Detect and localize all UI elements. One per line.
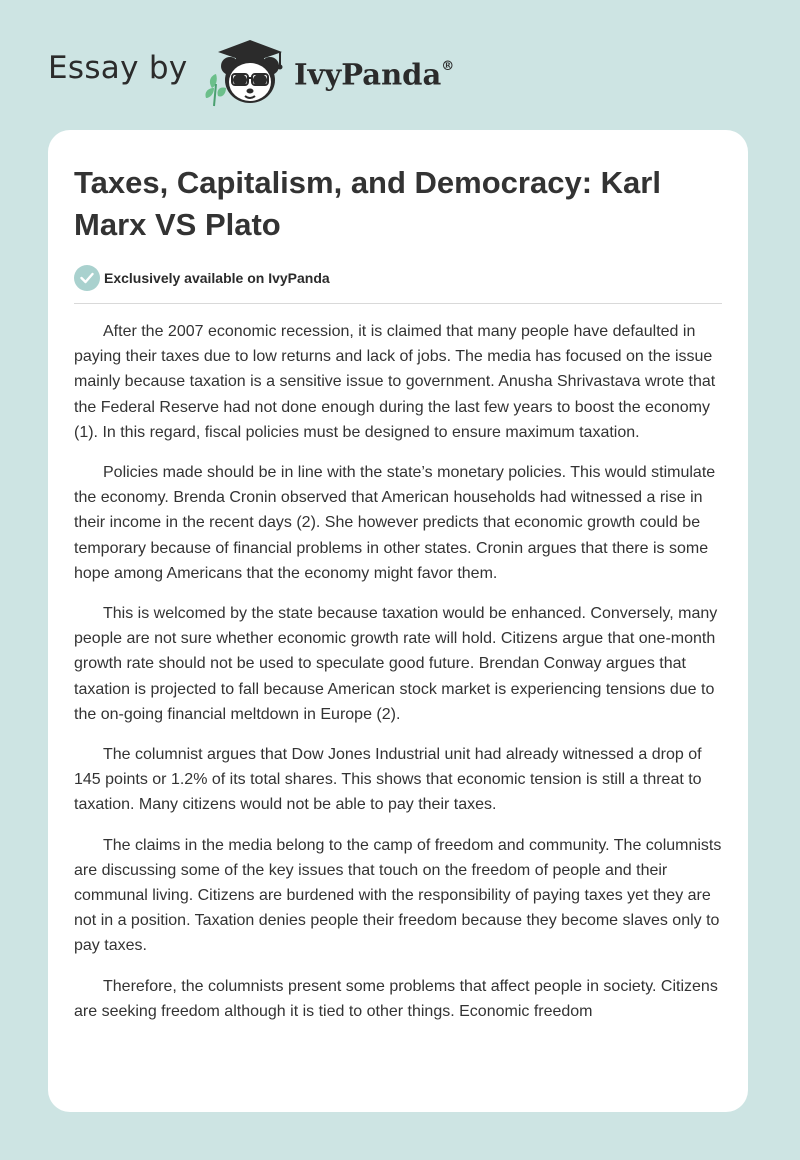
site-header: [0, 0, 800, 130]
badge-text: Exclusively available on IvyPanda: [104, 270, 330, 286]
paragraph: This is welcomed by the state because taxation would be enhanced. Conversely, many people are not sure whether economic growth rate will hold. Citizens argue that one-month growth rate should not be used to speculate good future. Brendan Conway argues that taxation is projected to fall because American stock market is experiencing tensions due to the on-going financial meltdown in Europe (2).: [74, 605, 718, 723]
paragraph: After the 2007 economic recession, it is claimed that many people have defaulted in paying their taxes due to low returns and lack of jobs. The media has focused on the issue mainly because taxation is a sensitive issue to government. Anusha Shrivastava wrote that the Federal Reserve had not done enough during the last few years to boost the economy (1). In this regard, fiscal policies must be designed to ensure maximum taxation.: [74, 323, 716, 441]
exclusive-badge: [74, 265, 330, 291]
essay-title: Taxes, Capitalism, and Democracy: Karl Marx VS Plato: [74, 165, 661, 242]
registered-mark: ®: [441, 59, 455, 74]
paragraph: Policies made should be in line with the state’s monetary policies. This would stimulate the economy. Brenda Cronin observed that American households had witnessed a rise in their income in the recent days (2). She however predicts that economic growth could be temporary because of financial problems in other states. Cronin argues that there is some hope among Americans that the economy might favor them.: [74, 464, 716, 582]
paragraph: The columnist argues that Dow Jones Industrial unit had already witnessed a drop of 145 points or 1.2% of its total shares. This shows that economic tension is still a threat to taxation. Many citizens would not be able to pay their taxes.: [74, 746, 702, 814]
paragraph: Therefore, the columnists present some problems that affect people in society. Citizens are seeking freedom although it is tied to other things. Economic freedom: [74, 977, 718, 1020]
essay-by-label: Essay by: [48, 50, 188, 86]
essay-card: [48, 130, 748, 1112]
panda-graduate-icon[interactable]: [202, 36, 294, 108]
divider: [74, 303, 722, 304]
paragraph: The claims in the media belong to the camp of freedom and community. The columnists are discussing some of the key issues that touch on the freedom of people and their communal living. Citizens are burdened with the responsibility of paying taxes yet they are not in a position. Taxation denies people their freedom because they become slaves only to pay taxes.: [74, 836, 722, 955]
essay-body: [74, 319, 726, 1039]
brand-name: IvyPanda: [294, 57, 442, 92]
brand-logo-text[interactable]: [294, 52, 454, 94]
check-circle-icon: [74, 265, 100, 291]
